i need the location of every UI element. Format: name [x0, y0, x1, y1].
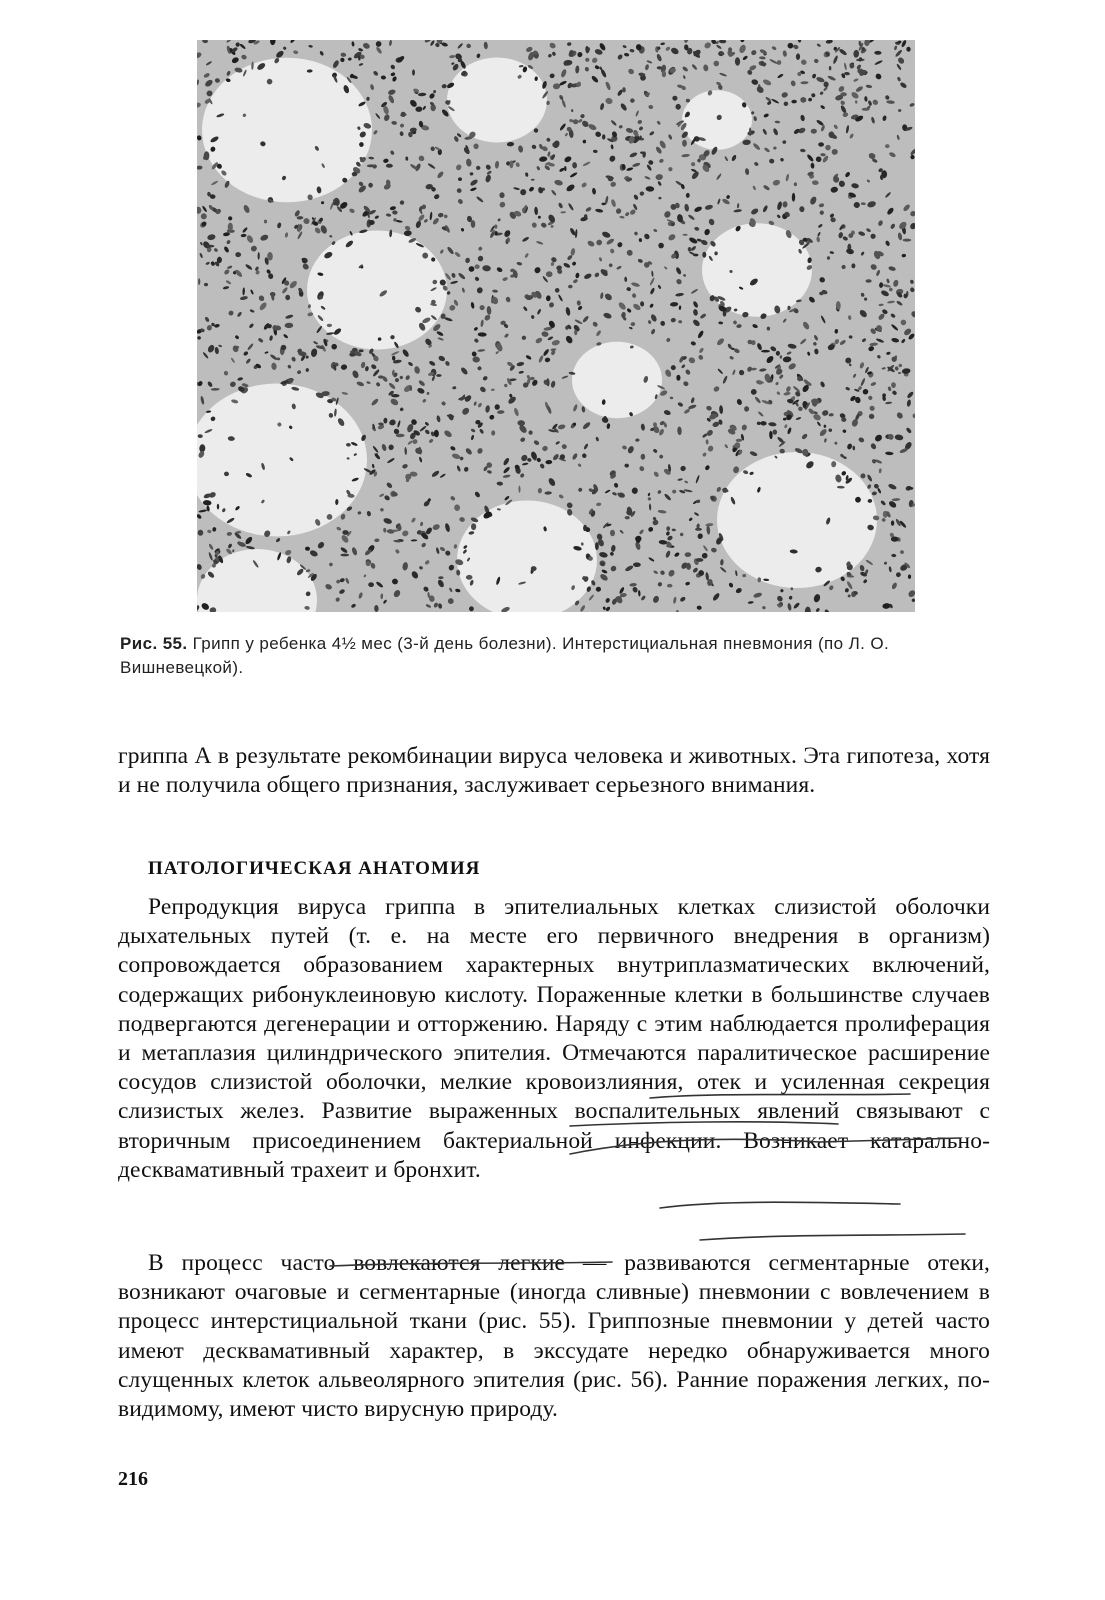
paragraph-pathology-2: В процесс часто вовлекаются легкие — развиваются сегментарные отеки, возникают очаговые и сегментарные (иногда сливные) пневмонии с вовлечением в процесс интерстициальной ткани (рис. 55). Гриппозные пневмонии у детей часто имеют десквамативный характер, в экссудате нередко обнаруживается много слущенных клеток альвеолярного эпителия (рис. 56). Ранние поражения легких, по-видимому, имеют чисто вирусную природу.: [118, 1250, 990, 1423]
section-heading: ПАТОЛОГИЧЕСКАЯ АНАТОМИЯ: [148, 858, 481, 879]
paragraph-continuation: гриппа А в результате рекомбинации вируса человека и животных. Эта гипотеза, хотя и не получила общего признания, заслуживает серьезного внимания.: [118, 743, 990, 799]
histology-micrograph: [197, 40, 915, 612]
paragraph-pathology-1: Репродукция вируса гриппа в эпителиальных клетках слизистой оболочки дыхательных путей (т. е. на месте его первичного внедрения в организм) сопровождается образованием характерных внутриплазматических включений, содержащих рибонуклеиновую кислоту. Пораженные клетки в большинстве случаев подвергаются дегенерации и отторжению. Наряду с этим наблюдается пролиферация и метаплазия цилиндрического эпителия. Отмечаются паралитическое расширение сосудов слизистой оболочки, мелкие кровоизлияния, отек и усиленная секреция слизистых желез. Развитие выраженных воспалительных явлений связывают с вторичным присоединением бактериальной инфекции. Возникает катарально-десквамативный трахеит и бронхит.: [118, 894, 990, 1183]
figure-label: Рис. 55.: [120, 634, 188, 653]
figure-caption: [120, 632, 990, 680]
figure-caption-text: Грипп у ребенка 4½ мес (3-й день болезни). Интерстициальная пневмония (по Л. О. Вишневецкой).: [120, 634, 890, 677]
page-number: 216: [118, 1468, 148, 1490]
